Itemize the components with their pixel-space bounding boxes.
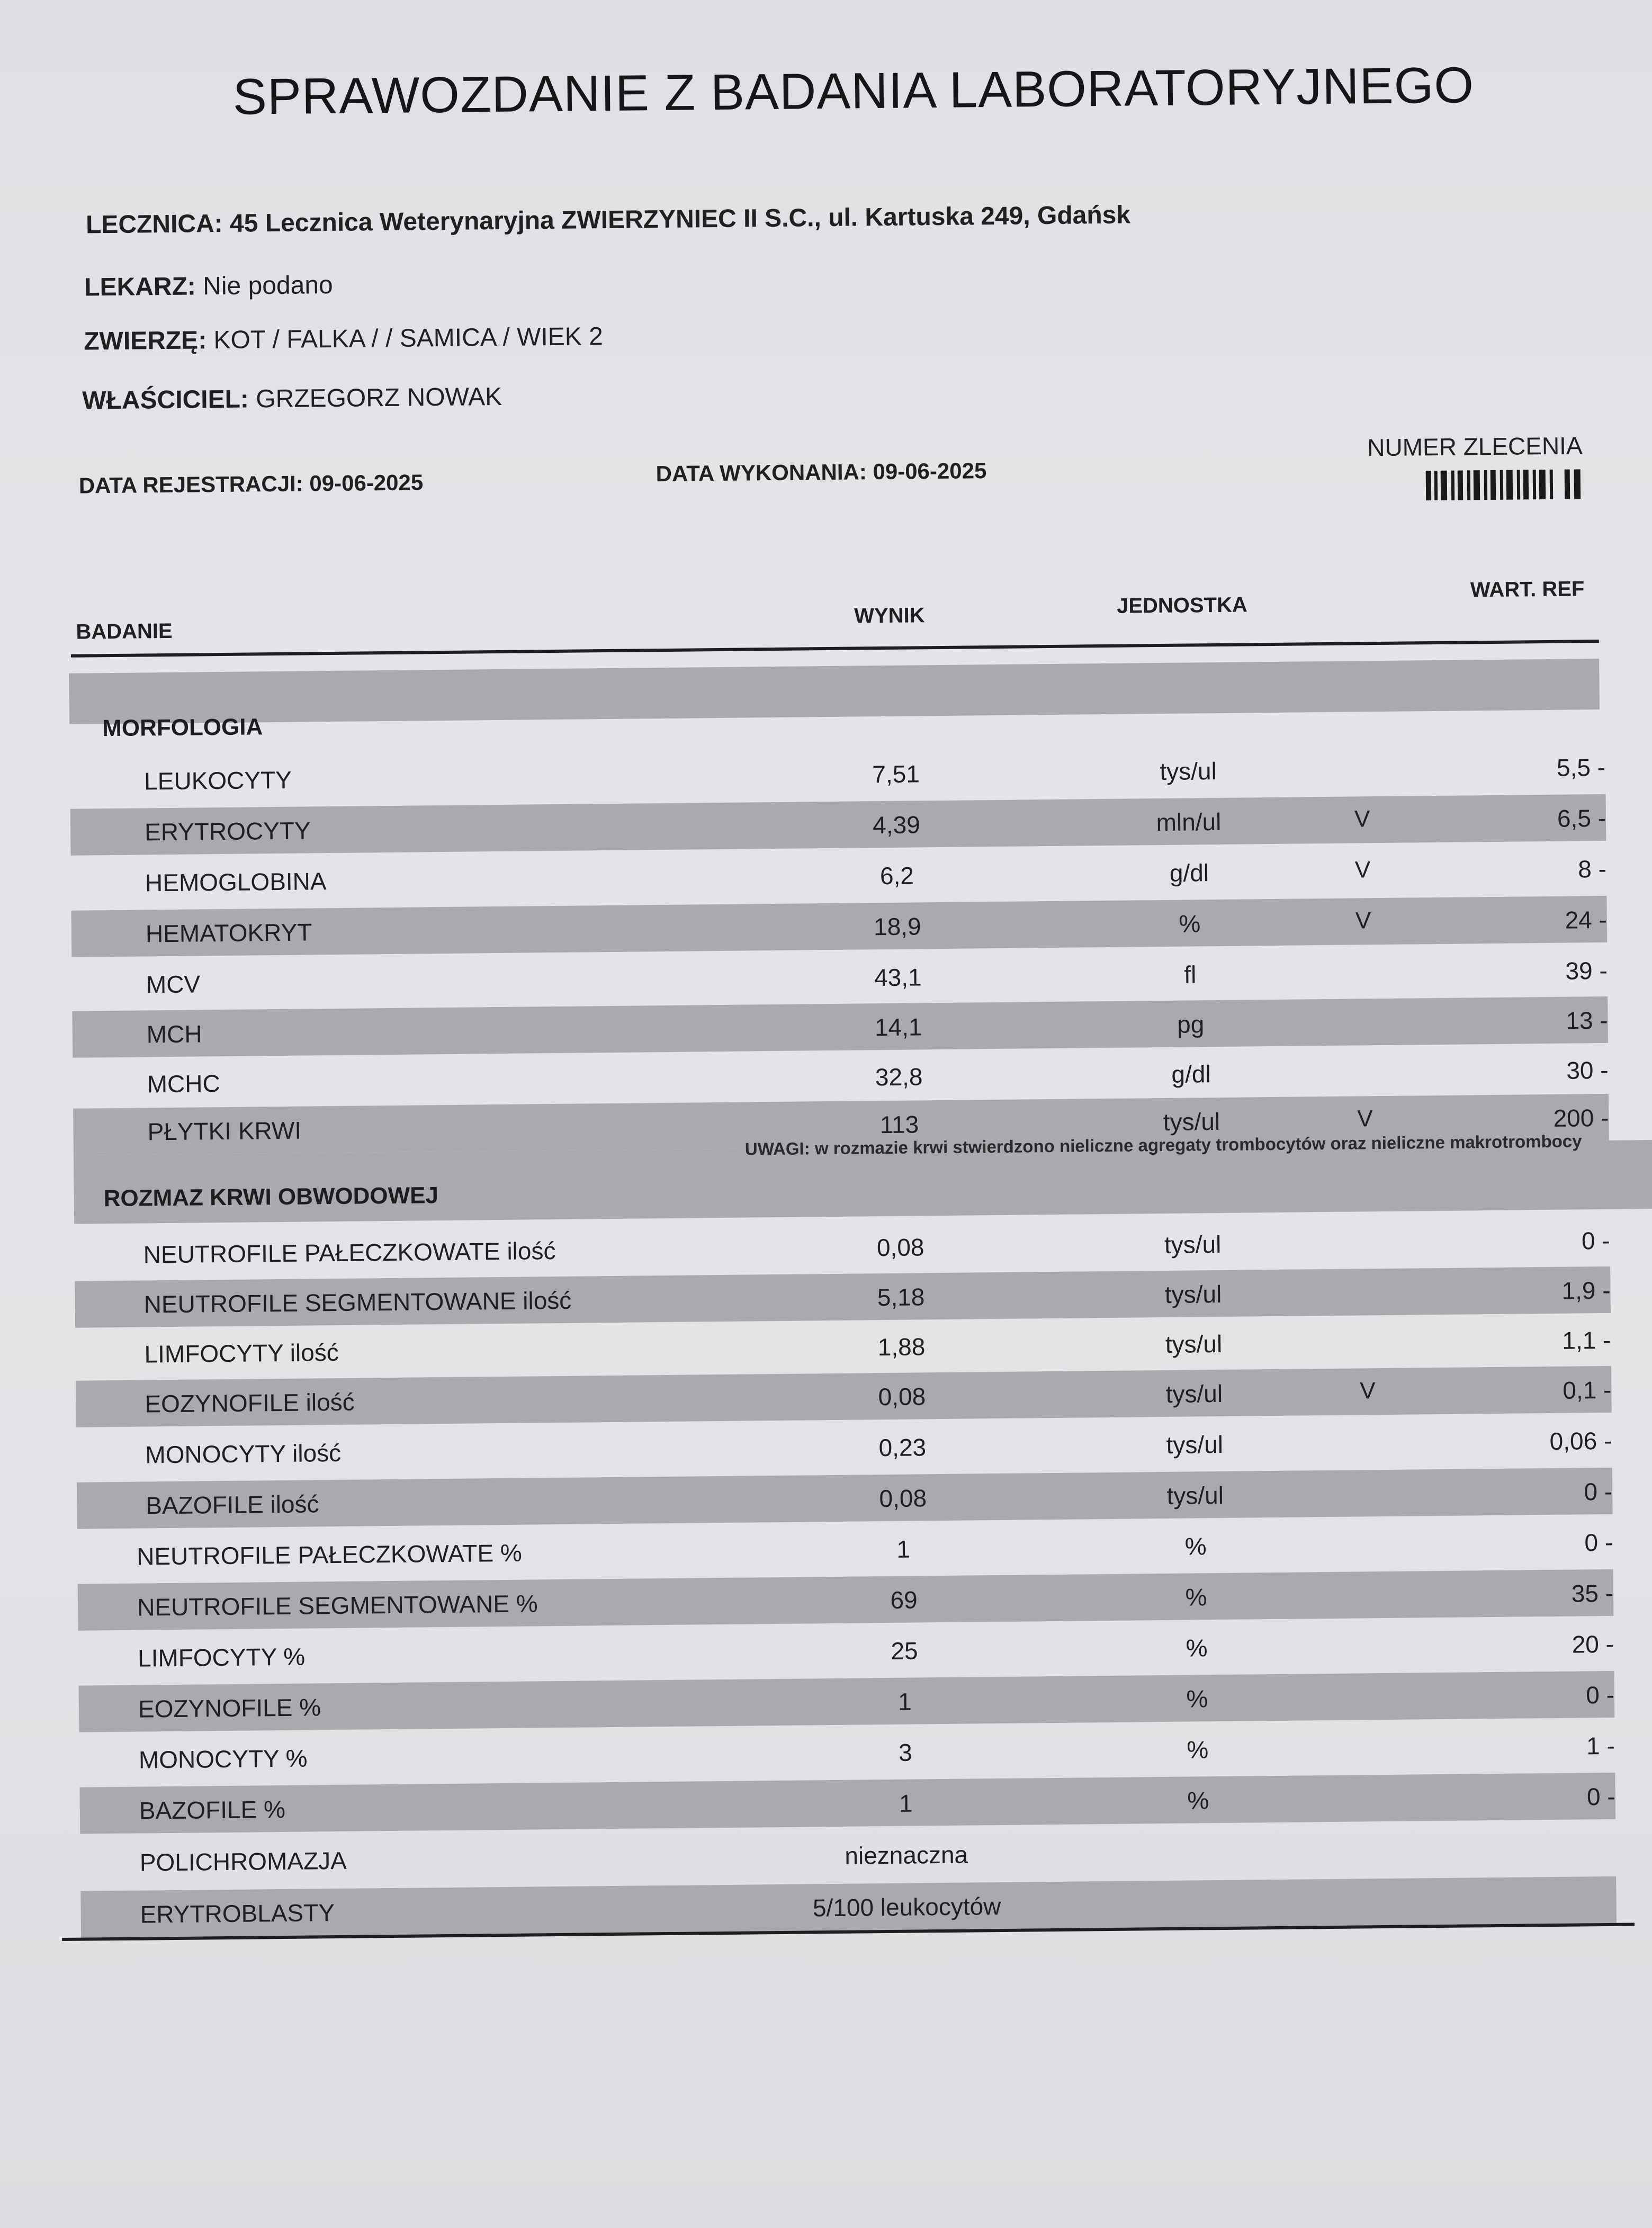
test-unit: tys/ul xyxy=(1165,1379,1223,1408)
section-band-morfologia xyxy=(69,659,1600,724)
report-title: SPRAWOZDANIE Z BADANIA LABORATORYJNEGO xyxy=(232,57,1475,125)
test-name: NEUTROFILE SEGMENTOWANE % xyxy=(137,1589,538,1621)
test-name: EOZYNOFILE % xyxy=(138,1693,321,1723)
test-ref: 1 - xyxy=(1586,1731,1615,1760)
test-ref: 200 - xyxy=(1553,1103,1609,1132)
row-shade xyxy=(79,1773,1615,1834)
test-unit: mln/ul xyxy=(1156,807,1222,837)
test-result: 1 xyxy=(896,1535,911,1563)
test-name: HEMOGLOBINA xyxy=(145,867,327,897)
header-rule xyxy=(71,640,1599,658)
test-result: 1 xyxy=(897,1687,912,1715)
test-ref: 1,9 - xyxy=(1561,1276,1611,1305)
test-result: 32,8 xyxy=(875,1063,923,1091)
test-result: 43,1 xyxy=(874,963,922,992)
test-result: 5/100 leukocytów xyxy=(812,1892,1001,1922)
registration-date-line xyxy=(79,470,424,498)
table-row xyxy=(16,1772,1652,1835)
test-unit: tys/ul xyxy=(1164,1280,1222,1308)
test-unit: tys/ul xyxy=(1164,1230,1222,1259)
doctor-value: Nie podano xyxy=(202,271,333,301)
order-number-label: NUMER ZLECENIA xyxy=(1367,432,1583,462)
barcode xyxy=(1426,469,1585,500)
test-ref: 5,5 - xyxy=(1556,753,1606,781)
doctor-line xyxy=(84,271,333,302)
test-name: ERYTROBLASTY xyxy=(140,1899,335,1928)
test-name: LIMFOCYTY % xyxy=(137,1642,306,1672)
test-name: MONOCYTY % xyxy=(138,1744,308,1774)
test-result: 1,88 xyxy=(877,1333,926,1361)
test-unit: g/dl xyxy=(1169,859,1209,887)
test-unit: tys/ul xyxy=(1166,1430,1224,1459)
test-result: 0,08 xyxy=(878,1382,926,1411)
test-ref: 0 - xyxy=(1586,1782,1615,1811)
owner-line xyxy=(82,382,502,416)
execution-date-line xyxy=(656,458,986,487)
test-unit: tys/ul xyxy=(1166,1481,1224,1510)
test-name: MCHC xyxy=(147,1070,220,1098)
test-result: 6,2 xyxy=(879,861,914,890)
header-ref: WART. REF xyxy=(1470,577,1585,602)
test-flag: V xyxy=(1360,1378,1376,1404)
header-result: WYNIK xyxy=(854,604,925,628)
test-unit: % xyxy=(1184,1532,1207,1560)
test-name: MCV xyxy=(146,970,201,999)
section-title-morfologia: MORFOLOGIA xyxy=(102,714,263,742)
test-unit: % xyxy=(1179,910,1201,938)
test-result: 25 xyxy=(891,1637,918,1665)
test-name: NEUTROFILE PAŁECZKOWATE % xyxy=(136,1539,523,1570)
test-result: 7,51 xyxy=(872,760,920,788)
test-name: HEMATOKRYT xyxy=(145,918,312,948)
test-unit: % xyxy=(1186,1634,1208,1662)
table-row xyxy=(17,1876,1652,1938)
test-unit: % xyxy=(1187,1786,1209,1814)
test-result: 5,18 xyxy=(877,1283,925,1311)
test-name: NEUTROFILE PAŁECZKOWATE ilość xyxy=(143,1237,556,1269)
test-ref: 0 - xyxy=(1585,1681,1615,1709)
test-result: 1 xyxy=(899,1789,913,1817)
execution-date-label: DATA WYKONANIA: xyxy=(656,459,867,487)
test-result: 0,23 xyxy=(878,1433,927,1462)
test-ref: 35 - xyxy=(1571,1579,1614,1607)
test-ref: 0,06 - xyxy=(1549,1426,1612,1455)
test-result: 4,39 xyxy=(873,811,921,839)
test-name: EOZYNOFILE ilość xyxy=(145,1388,355,1418)
test-ref: 13 - xyxy=(1566,1006,1608,1035)
test-name: LEUKOCYTY xyxy=(143,766,292,795)
test-ref: 39 - xyxy=(1565,956,1608,985)
test-flag: V xyxy=(1357,1106,1373,1132)
test-ref: 0 - xyxy=(1584,1477,1613,1506)
clinic-label: LECZNICA: xyxy=(85,209,223,239)
animal-label: ZWIERZĘ: xyxy=(83,326,207,356)
test-name: NEUTROFILE SEGMENTOWANE ilość xyxy=(143,1286,572,1318)
test-unit: pg xyxy=(1177,1010,1205,1038)
test-ref: 8 - xyxy=(1577,855,1607,883)
test-flag: V xyxy=(1355,908,1371,934)
test-name: BAZOFILE % xyxy=(139,1795,286,1825)
remarks-note: UWAGI: w rozmazie krwi stwierdzono nieliczne agregaty trombocytów oraz nieliczne makrotrombocy xyxy=(744,1131,1582,1159)
test-name: POLICHROMAZJA xyxy=(139,1846,347,1876)
owner-value: GRZEGORZ NOWAK xyxy=(255,382,502,414)
test-name: MCH xyxy=(146,1020,202,1048)
animal-value: KOT / FALKA / / SAMICA / WIEK 2 xyxy=(213,322,604,355)
test-result: 113 xyxy=(879,1110,919,1139)
test-flag: V xyxy=(1354,857,1371,883)
test-result: 69 xyxy=(890,1586,918,1614)
test-unit: % xyxy=(1185,1583,1207,1611)
header-test: BADANIE xyxy=(76,619,173,644)
test-ref: 0 - xyxy=(1581,1226,1610,1255)
test-unit: tys/ul xyxy=(1165,1329,1223,1358)
doctor-label: LEKARZ: xyxy=(84,272,196,302)
test-ref: 0,1 - xyxy=(1563,1376,1612,1404)
test-unit: g/dl xyxy=(1171,1060,1211,1088)
owner-label: WŁAŚCICIEL: xyxy=(82,385,249,415)
test-result: 0,08 xyxy=(876,1233,924,1262)
test-ref: 30 - xyxy=(1566,1056,1609,1084)
test-ref: 0 - xyxy=(1584,1528,1613,1557)
test-name: MONOCYTY ilość xyxy=(145,1439,342,1469)
execution-date-value: 09-06-2025 xyxy=(873,458,987,484)
test-name: PŁYTKI KRWI xyxy=(147,1116,302,1146)
test-result: 3 xyxy=(898,1738,912,1766)
test-ref: 20 - xyxy=(1572,1630,1614,1658)
table-row xyxy=(16,1824,1652,1886)
test-result: 0,08 xyxy=(879,1484,927,1513)
animal-line xyxy=(84,322,603,356)
test-unit: % xyxy=(1187,1736,1209,1764)
test-result: nieznaczna xyxy=(845,1840,968,1870)
test-unit: % xyxy=(1186,1685,1208,1713)
registration-date-value: 09-06-2025 xyxy=(309,470,424,496)
registration-date-label: DATA REJESTRACJI: xyxy=(78,471,303,498)
header-unit: JEDNOSTKA xyxy=(1116,593,1247,618)
test-ref: 24 - xyxy=(1565,905,1608,934)
test-result: 18,9 xyxy=(873,912,921,941)
test-name: ERYTROCYTY xyxy=(144,816,311,846)
test-unit: fl xyxy=(1184,960,1197,989)
section-title-rozmaz: ROZMAZ KRWI OBWODOWEJ xyxy=(103,1182,439,1212)
test-name: LIMFOCYTY ilość xyxy=(144,1338,339,1368)
clinic-value: 45 Lecznica Weterynaryjna ZWIERZYNIEC II S.C., ul. Kartuska 249, Gdańsk xyxy=(229,201,1131,238)
test-unit: tys/ul xyxy=(1163,1107,1220,1136)
test-unit: tys/ul xyxy=(1160,757,1217,786)
test-name: BAZOFILE ilość xyxy=(146,1490,319,1520)
test-ref: 1,1 - xyxy=(1562,1326,1611,1354)
test-result: 14,1 xyxy=(874,1013,922,1041)
clinic-line xyxy=(86,200,1130,239)
test-flag: V xyxy=(1354,806,1370,832)
test-ref: 6,5 - xyxy=(1557,804,1606,832)
